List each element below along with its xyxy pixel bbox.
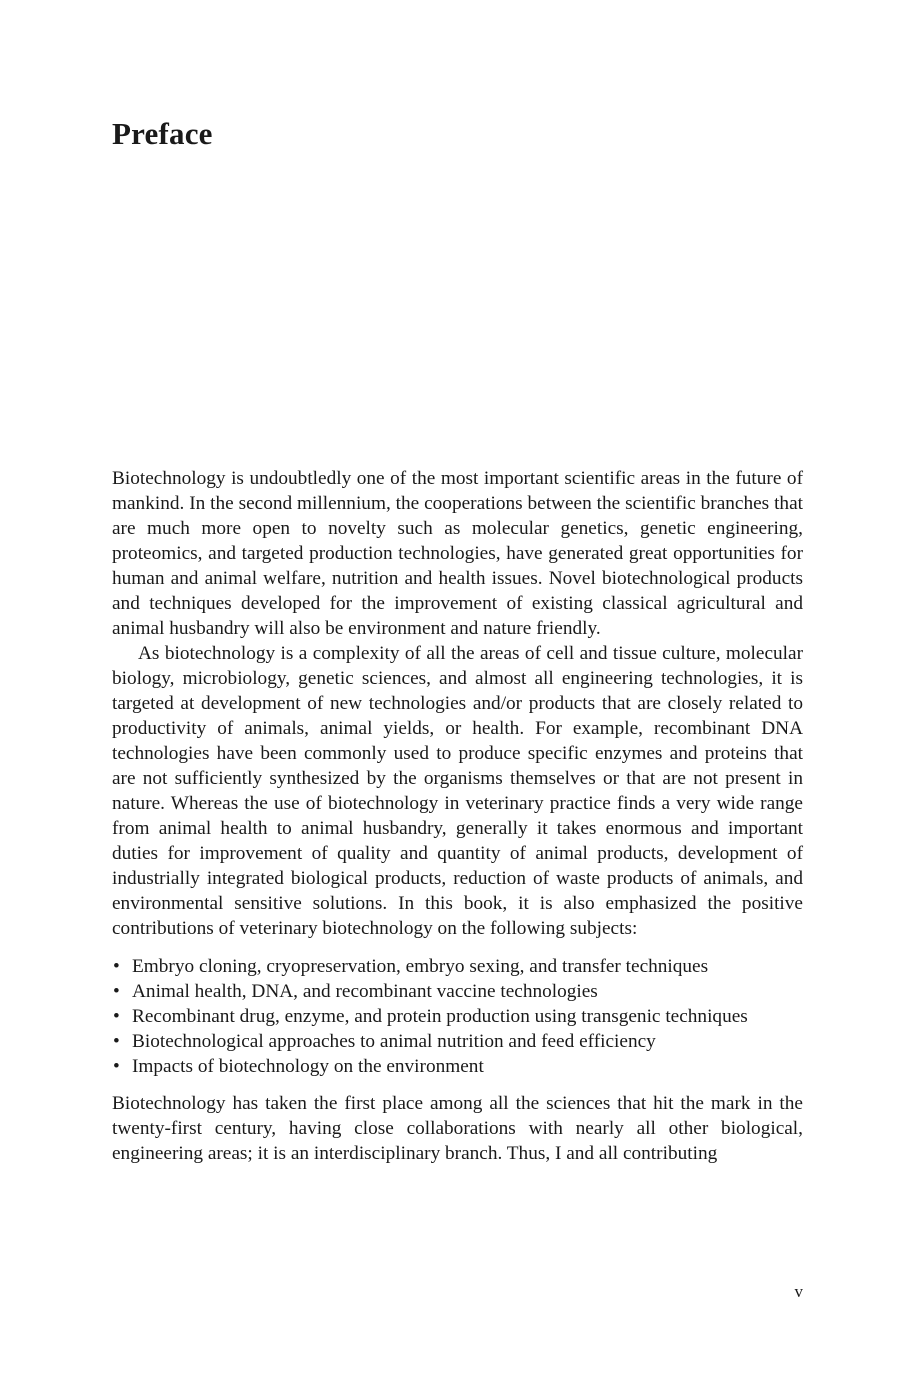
list-item-text: Biotechnological approaches to animal nutrition and feed efficiency [132, 1031, 656, 1052]
paragraph-intro: Biotechnology is undoubtledly one of the most important scientific areas in the future of mankind. In the second millennium, the cooperations between the scientific branches that are much more open to novelty such as molecular genetics, genetic engineering, proteomics, and targeted production technologies, have generated great opportunities for human and animal welfare, nutrition and health issues. Novel biotechnological products and techniques developed for the improvement of existing classical agricultural and animal husbandry will also be environment and nature friendly. [112, 468, 803, 639]
bullet-icon: • [113, 981, 120, 1002]
list-item-text: Embryo cloning, cryopreservation, embryo sexing, and transfer techniques [132, 956, 709, 977]
subject-list [112, 954, 803, 1079]
list-item [112, 1054, 803, 1079]
bullet-icon: • [113, 1056, 120, 1077]
page-title: Preface [112, 116, 213, 151]
list-item [112, 1004, 803, 1029]
paragraph-conclusion: Biotechnology has taken the first place among all the sciences that hit the mark in the twenty-first century, having close collaborations with nearly all other biological, engineering areas; it is an interdisciplinary branch. Thus, I and all contributing [112, 1093, 803, 1164]
bullet-icon: • [113, 1031, 120, 1052]
list-item [112, 954, 803, 979]
paragraph-biotechnology-scope: As biotechnology is a complexity of all the areas of cell and tissue culture, molecular biology, microbiology, genetic sciences, and almost all engineering technologies, it is targeted at development of new technologies and/or products that are closely related to productivity of animals, animal yields, or health. For example, recombinant DNA technologies have been commonly used to produce specific enzymes and proteins that are not sufficiently synthesized by the organisms themselves or that are not present in nature. Whereas the use of biotechnology in veterinary practice finds a very wide range from animal health to animal husbandry, generally it takes enormous and important duties for improvement of quality and quantity of animal products, development of industrially integrated biological products, reduction of waste products of animals, and environmental sensitive solutions. In this book, it is also emphasized the positive contributions of veterinary biotechnology on the following subjects: [112, 643, 803, 939]
bullet-icon: • [113, 956, 120, 977]
list-item-text: Impacts of biotechnology on the environment [132, 1056, 484, 1077]
list-item [112, 979, 803, 1004]
page-number: v [794, 1282, 803, 1301]
list-item-text: Recombinant drug, enzyme, and protein production using transgenic techniques [132, 1006, 748, 1027]
list-item-text: Animal health, DNA, and recombinant vaccine technologies [132, 981, 598, 1002]
preface-body [112, 466, 803, 1166]
bullet-icon: • [113, 1006, 120, 1027]
list-item [112, 1029, 803, 1054]
